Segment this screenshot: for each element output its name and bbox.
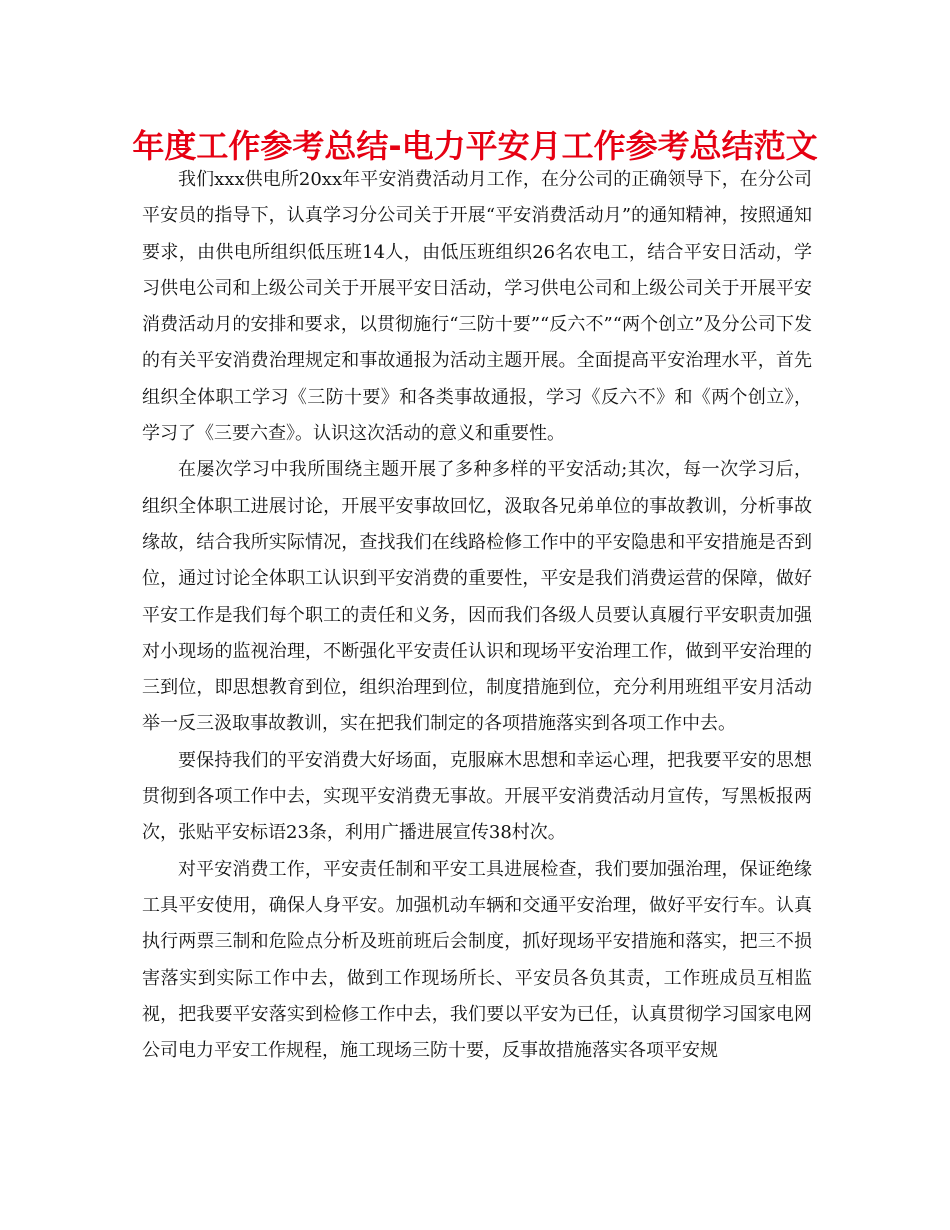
paragraph: 要保持我们的平安消费大好场面，克服麻木思想和幸运心理，把我要平安的思想贯彻到各项工作中去，实现平安消费无事故。开展平安消费活动月宣传，写黑板报两次，张贴平安标语23条，利用广播进展宣传38村次。 [142, 749, 812, 844]
document-title: 年度工作参考总结-电力平安月工作参考总结范文 [132, 127, 818, 165]
paragraph: 对平安消费工作，平安责任制和平安工具进展检查，我们要加强治理，保证绝缘工具平安使用，确保人身平安。加强机动车辆和交通平安治理，做好平安行车。认真执行两票三制和危险点分析及班前班后会制度，抓好现场平安措施和落实，把三不损害落实到实际工作中去，做到工作现场所长、平安员各负其责，工作班成员互相监视，把我要平安落实到检修工作中去，我们要以平安为已任，认真贯彻学习国家电网公司电力平安工作规程，施工现场三防十要，反事故措施落实各项平安规 [142, 858, 812, 1062]
paragraph: 我们xxx供电所20xx年平安消费活动月工作，在分公司的正确领导下，在分公司平安员的指导下，认真学习分公司关于开展“平安消费活动月”的通知精神，按照通知要求，由供电所组织低压班14人，由低压班组织26名农电工，结合平安日活动，学习供电公司和上级公司关于开展平安日活动，学习供电公司和上级公司关于开展平安消费活动月的安排和要求，以贯彻施行“三防十要”“反六不”“两个创立”及分公司下发的有关平安消费治理规定和事故通报为活动主题开展。全面提高平安治理水平，首先组织全体职工学习《三防十要》和各类事故通报，学习《反六不》和《两个创立》，学习了《三要六查》。认识这次活动的意义和重要性。 [142, 169, 812, 445]
document-body [142, 162, 812, 1069]
paragraph: 在屡次学习中我所围绕主题开展了多种多样的平安活动;其次，每一次学习后，组织全体职工进展讨论，开展平安事故回忆，汲取各兄弟单位的事故教训，分析事故缘故，结合我所实际情况，查找我们在线路检修工作中的平安隐患和平安措施是否到位，通过讨论全体职工认识到平安消费的重要性，平安是我们消费运营的保障，做好平安工作是我们每个职工的责任和义务，因而我们各级人员要认真履行平安职责加强对小现场的监视治理，不断强化平安责任认识和现场平安治理工作，做到平安治理的三到位，即思想教育到位，组织治理到位，制度措施到位，充分利用班组平安月活动举一反三汲取事故教训，实在把我们制定的各项措施落实到各项工作中去。 [142, 459, 812, 735]
